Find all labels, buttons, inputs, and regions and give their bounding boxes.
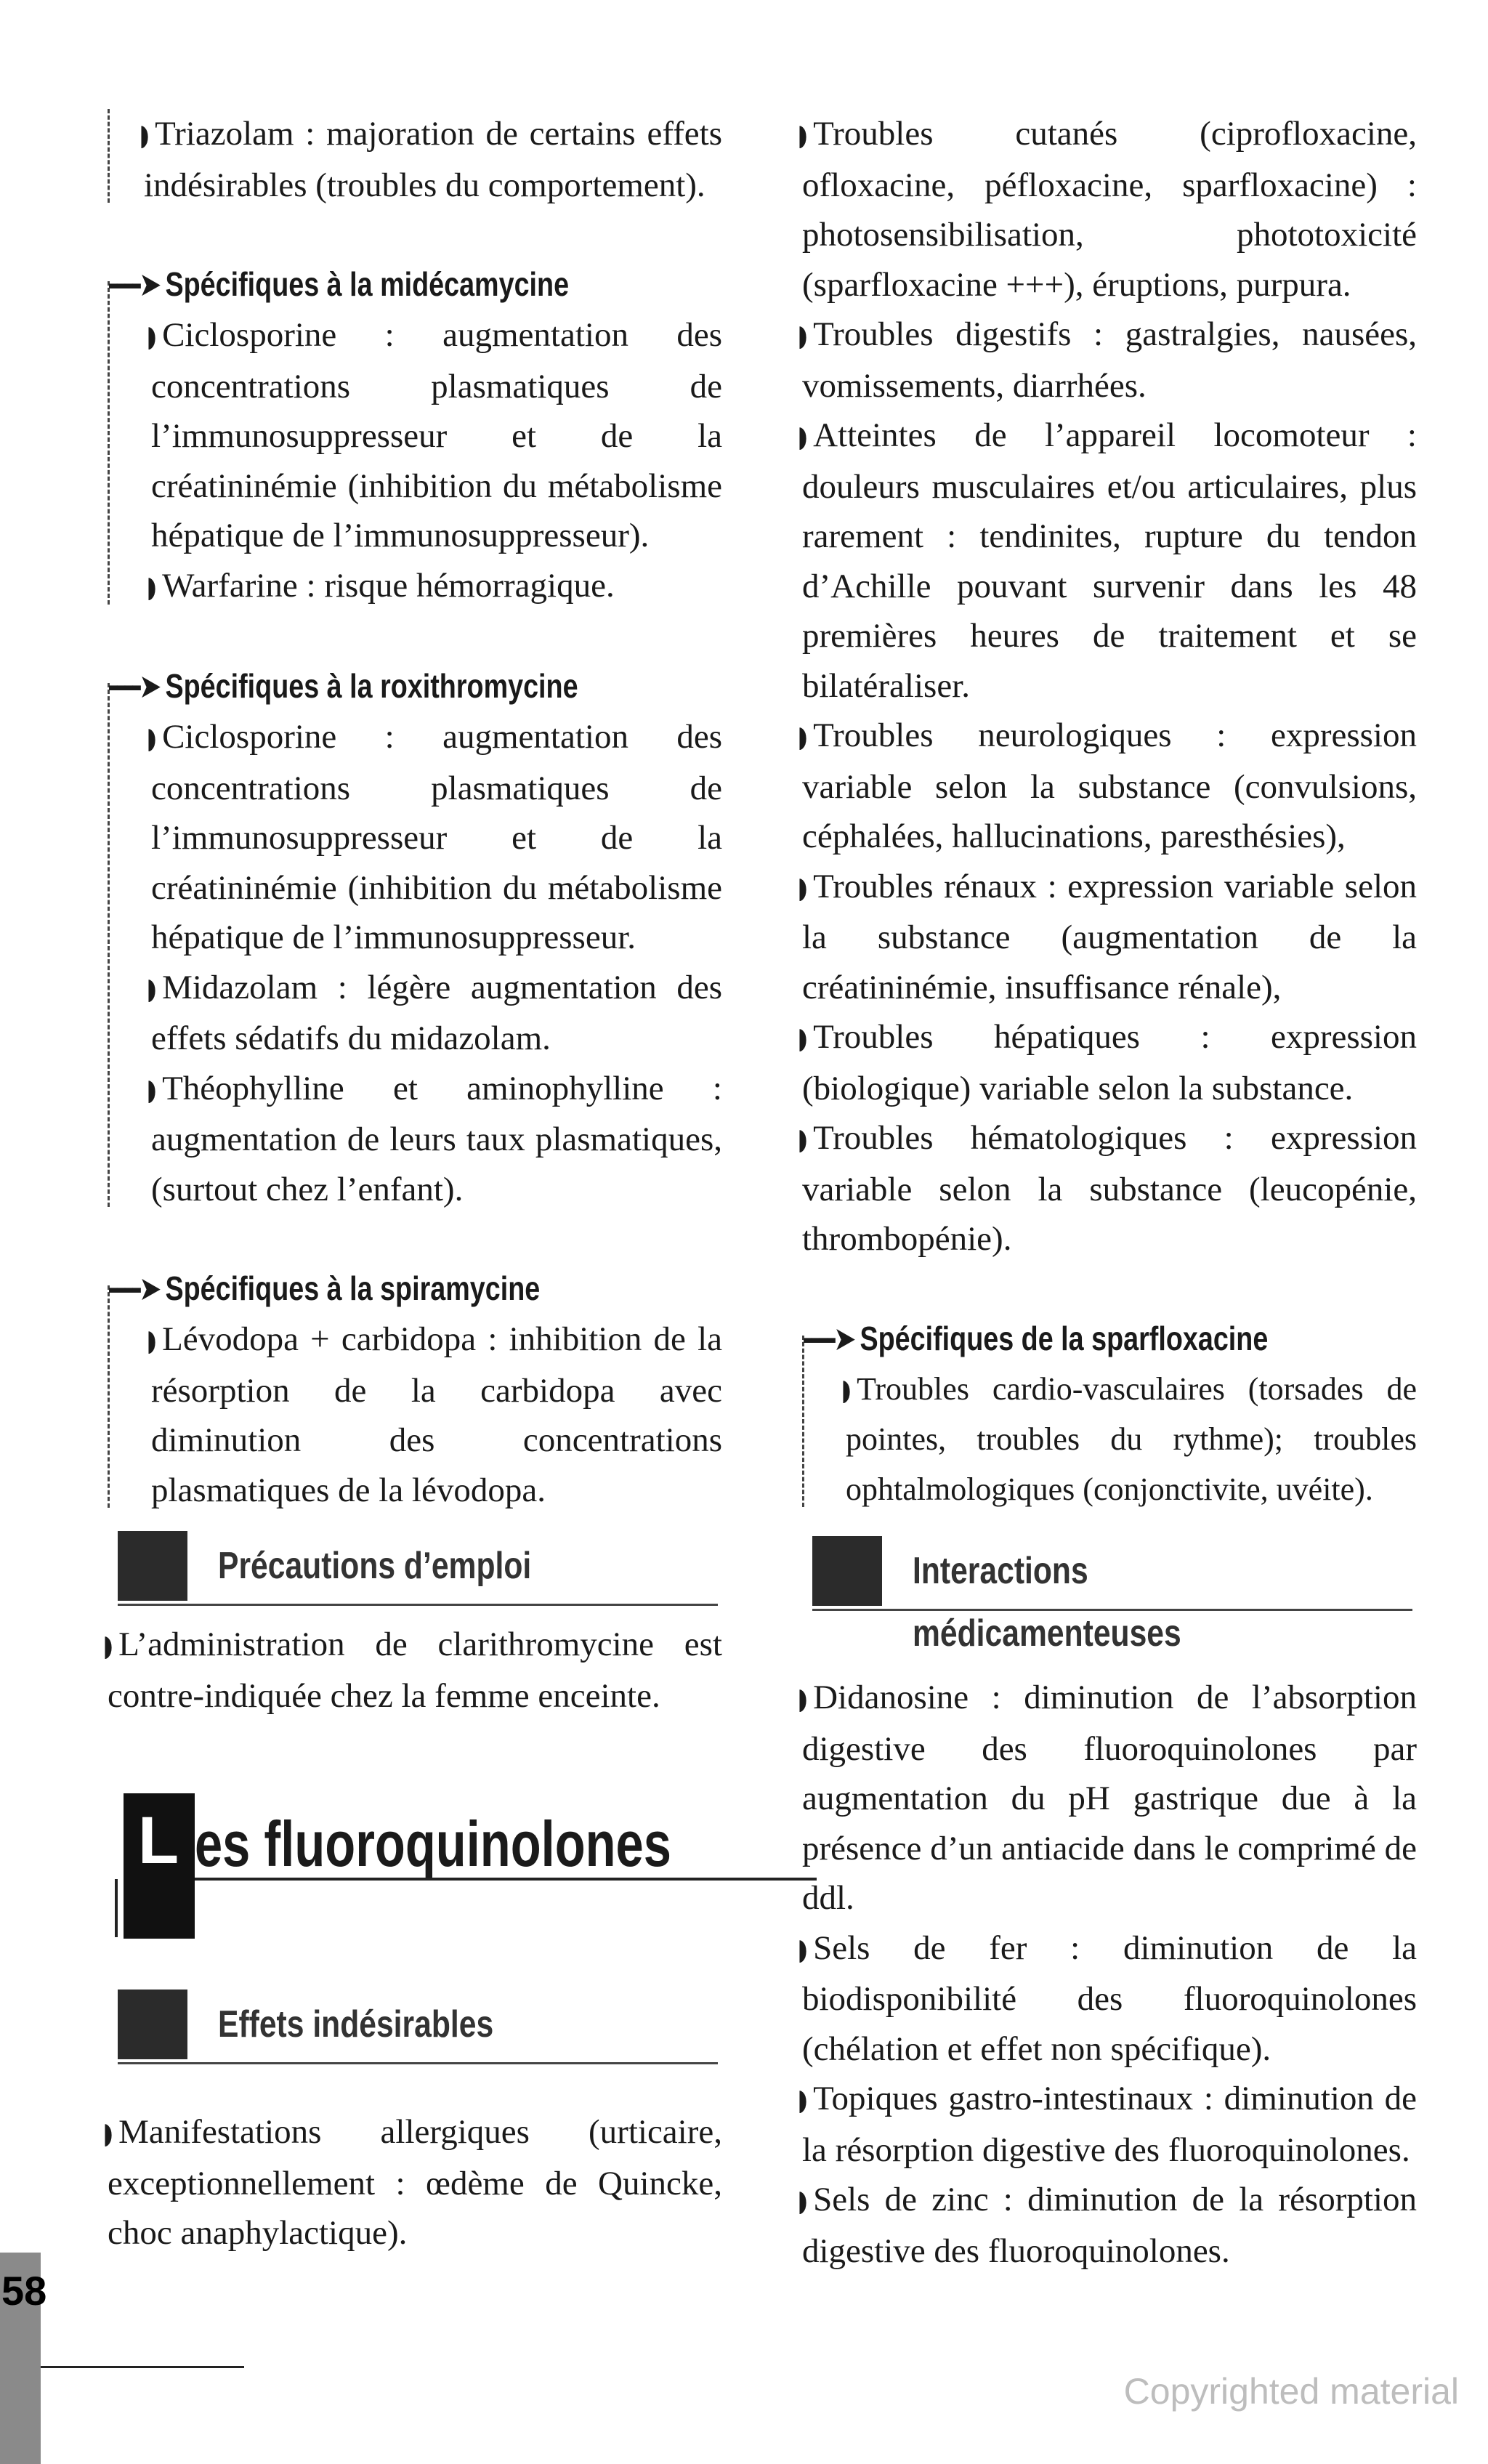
roxithromycine-block	[108, 661, 722, 1214]
dashed-bar	[108, 109, 110, 203]
list-item: ◗ Ciclosporine : augmentation des concentrations plasmatiques de l’immunosuppresseur et de la créatininémie (inhibition du métabolisme hépatique de l’immunosuppresseur.	[151, 712, 722, 963]
chapter-tick	[115, 1879, 118, 1937]
list-item: ◗ Lévodopa + carbidopa : inhibition de la résorption de la carbidopa avec diminution des concentrations plasmatiques de la lévodopa.	[151, 1314, 722, 1515]
copyright-watermark: Copyrighted material	[1123, 2371, 1459, 2412]
bullet-icon: ◗	[103, 2117, 113, 2150]
list-item: ◗ Troubles hématologiques : expression variable selon la substance (leucopénie, thrombopénie).	[802, 1113, 1417, 1264]
bullet-icon: ◗	[140, 118, 149, 152]
bullet-icon: ◗	[798, 118, 807, 152]
dashed-bar	[108, 281, 110, 605]
dashed-bar	[108, 1285, 110, 1508]
bullet-icon: ◗	[103, 1629, 113, 1663]
bullet-icon: ◗	[147, 972, 156, 1006]
arrow-icon: ‐‐‐‐➤	[108, 264, 158, 304]
chapter-rule	[195, 1878, 817, 1881]
section-rule	[118, 1604, 718, 1606]
chapter-title: es fluoroquinolones	[195, 1808, 671, 1880]
drop-cap-letter: L	[137, 1803, 179, 1878]
list-item: ◗ Topiques gastro-intestinaux : diminution de la résorption digestive des fluoroquinolones.	[802, 2074, 1417, 2175]
list-item: ◗ Ciclosporine : augmentation des concentrations plasmatiques de l’immunosuppresseur et de la créatininémie (inhibition du métabolisme hépatique de l’immunosuppresseur).	[151, 310, 722, 561]
bullet-icon: ◗	[798, 2184, 807, 2218]
triazolam-block	[108, 109, 722, 210]
bullet-icon: ◗	[798, 420, 807, 453]
list-item: ◗ Warfarine : risque hémorragique.	[151, 561, 722, 613]
list-item: ◗ Midazolam : légère augmentation des effets sédatifs du midazolam.	[151, 963, 722, 1064]
bullet-icon: ◗	[798, 319, 807, 352]
list-item: ◗ Atteintes de l’appareil locomoteur : douleurs musculaires et/ou articulaires, plus rarement : tendinites, rupture du tendon d’Achille pouvant survenir dans les 48 premières heures de traitement et se bilatéraliser.	[802, 411, 1417, 711]
section-heading-precautions: Précautions d’emploi	[108, 1531, 722, 1607]
bullet-icon: ◗	[798, 720, 807, 754]
page-number: 58	[1, 2268, 47, 2314]
bullet-icon: ◗	[147, 570, 156, 604]
section-rule	[118, 2062, 718, 2064]
list-item: ◗ Troubles hépatiques : expression (biologique) variable selon la substance.	[802, 1012, 1417, 1113]
dashed-bar	[108, 683, 110, 1207]
sparfloxacine-block	[802, 1314, 1417, 1515]
list-item: ◗ Troubles rénaux : expression variable selon la substance (augmentation de la créatininémie, insuffisance rénale),	[802, 862, 1417, 1013]
bullet-icon: ◗	[798, 1932, 807, 1966]
section-heading-interactions: Interactions médicamenteuses	[802, 1536, 1417, 1660]
section-square-icon	[812, 1536, 882, 1606]
bullet-icon: ◗	[798, 871, 807, 905]
list-item: ◗ Sels de zinc : diminution de la résorption digestive des fluoroquinolones.	[802, 2175, 1417, 2276]
section-square-icon	[118, 1531, 187, 1601]
left-column	[103, 109, 722, 2258]
chapter-heading	[108, 1793, 722, 1946]
right-column	[798, 109, 1417, 2276]
list-item: ◗ Troubles cutanés (ciprofloxacine, ofloxacine, péfloxacine, sparfloxacine) : photosensibilisation, phototoxicité (sparfloxacine +++), éruptions, purpura.	[802, 109, 1417, 310]
section-heading-effets: Effets indésirables	[108, 1990, 722, 2065]
bullet-icon: ◗	[798, 1682, 807, 1716]
list-item: ◗ Manifestations allergiques (urticaire, exceptionnellement : œdème de Quincke, choc anaphylactique).	[108, 2107, 722, 2258]
subsection-heading: ‐‐‐‐➤ Spécifiques à la spiramycine	[108, 1269, 541, 1308]
bullet-icon: ◗	[147, 1324, 156, 1357]
subsection-heading: ‐‐‐‐➤ Spécifiques à la roxithromycine	[108, 666, 578, 706]
midecamycine-block	[108, 259, 722, 612]
list-item: ◗ Troubles digestifs : gastralgies, nausées, vomissements, diarrhées.	[802, 310, 1417, 411]
list-item: ◗ Triazolam : majoration de certains effets indésirables (troubles du comportement).	[144, 109, 722, 210]
list-item: ◗ Théophylline et aminophylline : augmentation de leurs taux plasmatiques, (surtout chez l’enfant).	[151, 1064, 722, 1215]
bullet-icon: ◗	[147, 320, 156, 353]
list-item: ◗ Troubles cardio-vasculaires (torsades de pointes, troubles du rythme); troubles ophtalmologiques (conjonctivite, uvéite).	[846, 1365, 1417, 1515]
subsection-heading: ‐‐‐‐➤ Spécifiques de la sparfloxacine	[802, 1318, 1269, 1358]
section-square-icon	[118, 1990, 187, 2059]
list-item: ◗ Didanosine : diminution de l’absorption digestive des fluoroquinolones par augmentation du pH gastrique due à la présence d’un antiacide dans le comprimé de ddl.	[802, 1673, 1417, 1923]
bullet-icon: ◗	[798, 1022, 807, 1055]
arrow-icon: ‐‐‐‐➤	[108, 1269, 158, 1308]
bullet-icon: ◗	[798, 2083, 807, 2117]
list-item: ◗ Troubles neurologiques : expression variable selon la substance (convulsions, céphalées, hallucinations, paresthésies),	[802, 711, 1417, 862]
spiramycine-block	[108, 1264, 722, 1515]
arrow-icon: ‐‐‐‐➤	[802, 1318, 853, 1358]
bullet-icon: ◗	[841, 1373, 851, 1407]
footer-rule	[41, 2366, 244, 2368]
bullet-icon: ◗	[147, 1073, 156, 1107]
list-item: ◗ Sels de fer : diminution de la biodisponibilité des fluoroquinolones (chélation et effet non spécifique).	[802, 1923, 1417, 2075]
subsection-heading: ‐‐‐‐➤ Spécifiques à la midécamycine	[108, 264, 570, 304]
bullet-icon: ◗	[798, 1123, 807, 1156]
arrow-icon: ‐‐‐‐➤	[108, 666, 158, 706]
list-item: ◗ L’administration de clarithromycine est contre-indiquée chez la femme enceinte.	[108, 1620, 722, 1721]
bullet-icon: ◗	[147, 722, 156, 755]
